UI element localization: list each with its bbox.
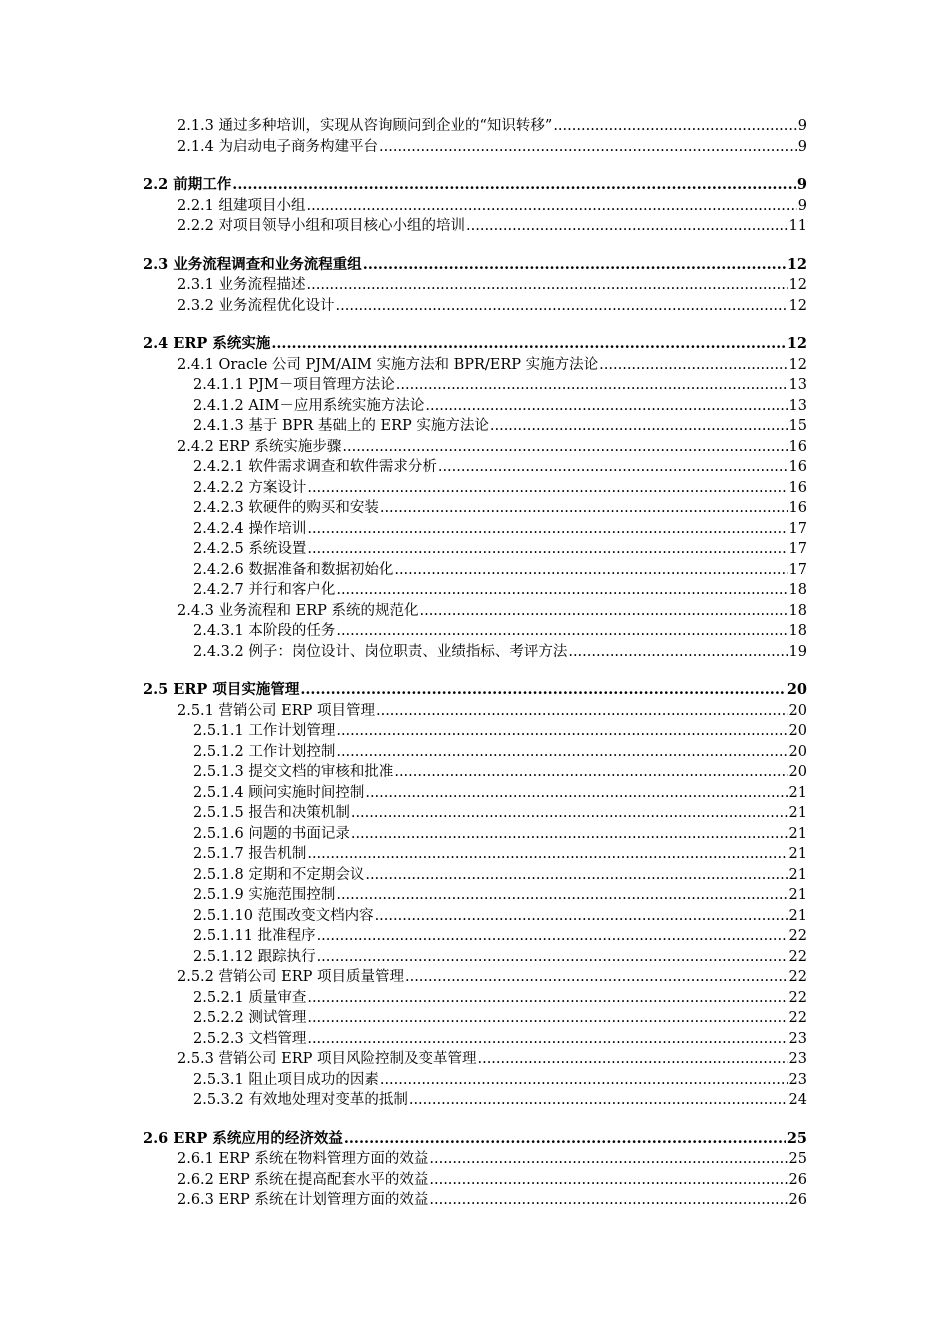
toc-entry-title: 2.4.2.7 并行和客户化 [193, 582, 336, 598]
toc-dot-leader [300, 680, 785, 700]
toc-dot-leader [477, 1049, 787, 1069]
toc-entry-title: 2.5.3 营销公司 ERP 项目风险控制及变革管理 [177, 1051, 477, 1067]
toc-page-number: 12 [786, 255, 807, 273]
toc-entry-row[interactable] [193, 375, 807, 395]
toc-entry-title: 2.4.3.2 例子：岗位设计、岗位职责、业绩指标、考评方法 [193, 643, 568, 660]
toc-dot-leader [380, 498, 788, 518]
toc-entry-title: 2.5.1.7 报告机制 [193, 846, 307, 862]
toc-dot-leader [307, 1029, 787, 1049]
toc-page-number: 18 [788, 582, 807, 598]
toc-entry-title: 2.6 ERP 系统应用的经济效益 [143, 1129, 343, 1147]
toc-entry-row[interactable] [193, 742, 807, 762]
toc-page-number: 16 [788, 500, 807, 516]
toc-page-number: 12 [788, 297, 807, 314]
toc-entry-title: 2.1.4 为启动电子商务构建平台 [177, 138, 379, 155]
toc-dot-leader [375, 906, 788, 926]
toc-dot-leader [405, 967, 788, 987]
toc-dot-leader [336, 721, 787, 741]
toc-entry-title: 2.2 前期工作 [143, 176, 232, 193]
toc-entry-row[interactable] [193, 1070, 807, 1090]
toc-page-number: 13 [788, 397, 807, 414]
toc-dot-leader [429, 1190, 787, 1210]
toc-entry-title: 2.5.1.1 工作计划管理 [193, 723, 336, 739]
toc-page-number: 15 [788, 418, 807, 434]
toc-dot-leader [317, 926, 788, 946]
toc-entry-title: 2.4.1.3 基于 BPR 基础上的 ERP 实施方法论 [193, 418, 489, 434]
toc-entry-row[interactable] [177, 1170, 807, 1190]
toc-entry-row[interactable] [177, 355, 807, 375]
toc-dot-leader [336, 580, 787, 600]
toc-entry-title: 2.4.2.3 软硬件的购买和安装 [193, 500, 379, 516]
toc-entry-title: 2.5.2.2 测试管理 [193, 1010, 307, 1026]
toc-dot-leader [271, 334, 785, 354]
toc-dot-leader [419, 601, 787, 621]
toc-entry-row[interactable] [177, 116, 807, 136]
toc-page-number: 16 [788, 438, 807, 455]
toc-entry-title: 2.5.1.3 提交文档的审核和批准 [193, 764, 394, 780]
toc-entry-row[interactable] [177, 967, 807, 987]
toc-heading-row[interactable] [143, 680, 807, 700]
toc-page-number: 13 [788, 377, 807, 393]
toc-entry-row[interactable] [177, 701, 807, 721]
toc-heading-row[interactable] [143, 255, 807, 275]
toc-entry-title: 2.5.2.1 质量审查 [193, 989, 307, 1006]
toc-dot-leader [376, 701, 788, 721]
toc-dot-leader [307, 1008, 787, 1028]
toc-entry-title: 2.4.2.6 数据准备和数据初始化 [193, 561, 394, 578]
toc-entry-row[interactable] [177, 1049, 807, 1069]
toc-dot-leader [363, 255, 786, 275]
toc-dot-leader [394, 762, 787, 782]
toc-entry-title: 2.5.1.2 工作计划控制 [193, 743, 336, 760]
toc-entry-row[interactable] [193, 498, 807, 518]
toc-heading-row[interactable] [143, 1129, 807, 1149]
toc-entry-title: 2.4.3.1 本阶段的任务 [193, 623, 336, 639]
toc-dot-leader [466, 216, 788, 236]
toc-entry-title: 2.2.2 对项目领导小组和项目核心小组的培训 [177, 218, 466, 234]
toc-entry-title: 2.6.2 ERP 系统在提高配套水平的效益 [177, 1171, 429, 1188]
toc-entry-row[interactable] [177, 1149, 807, 1169]
toc-entry-title: 2.5.3.1 阻止项目成功的因素 [193, 1071, 379, 1088]
toc-dot-leader [396, 375, 788, 395]
toc-dot-leader [380, 1070, 788, 1090]
toc-entry-row[interactable] [193, 824, 807, 844]
toc-page-number: 22 [788, 1010, 807, 1026]
toc-page-number: 21 [788, 907, 807, 924]
toc-entry-row[interactable] [193, 988, 807, 1008]
toc-dot-leader [394, 560, 787, 580]
toc-dot-leader [438, 457, 788, 477]
toc-page-number: 16 [788, 479, 807, 496]
toc-page-number: 24 [788, 1092, 807, 1108]
toc-entry-row[interactable] [193, 803, 807, 823]
toc-dot-leader [351, 803, 788, 823]
toc-page-number: 12 [788, 356, 807, 373]
toc-dot-leader [490, 416, 788, 436]
toc-page-number: 11 [788, 218, 807, 234]
toc-entry-row[interactable] [193, 926, 807, 946]
toc-entry-title: 2.5.1.8 定期和不定期会议 [193, 866, 365, 883]
toc-entry-row[interactable] [193, 457, 807, 477]
toc-entry-title: 2.4.1.2 AIM－应用系统实施方法论 [193, 397, 425, 414]
toc-page-number: 23 [788, 1030, 807, 1047]
toc-page-number: 25 [786, 1129, 807, 1147]
toc-entry-row[interactable] [177, 196, 807, 216]
toc-entry-row[interactable] [193, 762, 807, 782]
toc-entry-title: 2.5.2 营销公司 ERP 项目质量管理 [177, 969, 404, 985]
toc-dot-leader [317, 947, 788, 967]
toc-dot-leader [409, 1090, 788, 1110]
toc-heading-row[interactable] [143, 175, 807, 195]
toc-dot-leader [599, 355, 787, 375]
toc-dot-leader [553, 116, 796, 136]
toc-page-number: 20 [788, 764, 807, 780]
toc-entry-row[interactable] [193, 844, 807, 864]
toc-entry-title: 2.5 ERP 项目实施管理 [143, 681, 300, 698]
toc-entry-title: 2.5.1 营销公司 ERP 项目管理 [177, 702, 375, 719]
toc-entry-row[interactable] [193, 519, 807, 539]
toc-entry-row[interactable] [193, 539, 807, 559]
toc-dot-leader [429, 1149, 787, 1169]
toc-entry-row[interactable] [193, 1029, 807, 1049]
toc-page-number: 22 [788, 969, 807, 985]
toc-dot-leader [307, 478, 787, 498]
toc-dot-leader [232, 175, 796, 195]
toc-entry-title: 2.5.2.3 文档管理 [193, 1030, 307, 1047]
toc-dot-leader [429, 1170, 787, 1190]
toc-heading-row[interactable] [143, 334, 807, 354]
toc-page-number: 18 [788, 623, 807, 639]
toc-entry-title: 2.4.2.4 操作培训 [193, 520, 307, 537]
toc-page-number: 26 [788, 1192, 807, 1208]
toc-entry-row[interactable] [193, 560, 807, 580]
toc-page-number: 18 [788, 602, 807, 619]
toc-entry-title: 2.4.2.5 系统设置 [193, 541, 307, 557]
toc-entry-row[interactable] [177, 437, 807, 457]
toc-entry-row[interactable] [177, 137, 807, 157]
toc-page-number: 23 [788, 1071, 807, 1088]
toc-dot-leader [351, 824, 788, 844]
toc-entry-row[interactable] [177, 216, 807, 236]
toc-page-number: 16 [788, 459, 807, 475]
toc-entry-title: 2.4.1.1 PJM－项目管理方法论 [193, 377, 395, 393]
toc-entry-title: 2.5.1.9 实施范围控制 [193, 887, 336, 903]
toc-dot-leader [307, 539, 787, 559]
toc-page-number: 20 [788, 743, 807, 760]
toc-entry-row[interactable] [193, 621, 807, 641]
toc-page-number: 9 [797, 197, 807, 214]
toc-page-number: 21 [788, 846, 807, 862]
toc-entry-row[interactable] [177, 275, 807, 295]
toc-dot-leader [336, 885, 787, 905]
toc-page-number: 17 [788, 541, 807, 557]
toc-dot-leader [344, 1129, 786, 1149]
toc-page-number: 22 [788, 948, 807, 965]
toc-entry-row[interactable] [193, 580, 807, 600]
toc-page-number: 17 [788, 520, 807, 537]
toc-page-number: 21 [788, 887, 807, 903]
toc-page-number: 22 [788, 928, 807, 944]
toc-entry-title: 2.5.1.12 跟踪执行 [193, 948, 316, 965]
toc-entry-title: 2.5.3.2 有效地处理对变革的抵制 [193, 1092, 408, 1108]
toc-page-number: 26 [788, 1171, 807, 1188]
toc-page-number: 12 [786, 335, 807, 352]
toc-page-number: 9 [796, 176, 807, 193]
toc-page-number: 25 [788, 1151, 807, 1167]
toc-page-number: 19 [788, 643, 807, 660]
toc-page-number: 20 [786, 681, 807, 698]
toc-dot-leader [307, 519, 787, 539]
toc-entry-title: 2.4.2.2 方案设计 [193, 479, 307, 496]
toc-page-number: 23 [788, 1051, 807, 1067]
toc-page-number: 9 [797, 138, 807, 155]
toc-page-number: 21 [788, 805, 807, 821]
toc-entry-row[interactable] [193, 865, 807, 885]
toc-entry-row[interactable] [193, 642, 807, 662]
toc-page-number: 21 [788, 825, 807, 842]
toc-page-number: 9 [797, 118, 807, 134]
toc-dot-leader [568, 642, 787, 662]
toc-dot-leader [379, 137, 797, 157]
toc-entry-title: 2.2.1 组建项目小组 [177, 197, 306, 214]
toc-dot-leader [336, 621, 787, 641]
toc-entry-title: 2.5.1.5 报告和决策机制 [193, 805, 350, 821]
toc-entry-title: 2.6.3 ERP 系统在计划管理方面的效益 [177, 1192, 429, 1208]
toc-page-number: 21 [788, 784, 807, 801]
toc-entry-title: 2.3.2 业务流程优化设计 [177, 297, 335, 314]
toc-entry-row[interactable] [193, 783, 807, 803]
toc-entry-title: 2.4.2.1 软件需求调查和软件需求分析 [193, 459, 437, 475]
toc-entry-title: 2.1.3 通过多种培训，实现从咨询顾问到企业的“知识转移” [177, 118, 553, 134]
toc-dot-leader [365, 865, 787, 885]
toc-entry-title: 2.4 ERP 系统实施 [143, 335, 271, 352]
toc-page-number: 21 [788, 866, 807, 883]
toc-entry-title: 2.3 业务流程调查和业务流程重组 [143, 255, 362, 273]
toc-entry-row[interactable] [193, 1008, 807, 1028]
toc-entry-row[interactable] [193, 721, 807, 741]
toc-entry-row[interactable] [193, 1090, 807, 1110]
toc-dot-leader [365, 783, 787, 803]
toc-entry-title: 2.6.1 ERP 系统在物料管理方面的效益 [177, 1151, 429, 1167]
toc-dot-leader [425, 396, 787, 416]
toc-entry-row[interactable] [193, 478, 807, 498]
toc-entry-row[interactable] [177, 601, 807, 621]
toc-entry-title: 2.5.1.10 范围改变文档内容 [193, 907, 374, 924]
toc-entry-row[interactable] [193, 947, 807, 967]
toc-entry-title: 2.5.1.4 顾问实施时间控制 [193, 784, 365, 801]
toc-page-number: 20 [788, 702, 807, 719]
toc-dot-leader [336, 296, 788, 316]
toc-page-number: 12 [788, 277, 807, 293]
toc-dot-leader [336, 742, 787, 762]
toc-entry-title: 2.4.1 Oracle 公司 PJM/AIM 实施方法和 BPR/ERP 实施方法论 [177, 356, 599, 373]
toc-dot-leader [307, 275, 788, 295]
toc-entry-row[interactable] [193, 906, 807, 926]
toc-entry-title: 2.3.1 业务流程描述 [177, 277, 306, 293]
toc-entry-title: 2.4.2 ERP 系统实施步骤 [177, 438, 342, 455]
toc-dot-leader [307, 988, 787, 1008]
toc-entry-title: 2.5.1.6 问题的书面记录 [193, 825, 350, 842]
toc-dot-leader [307, 196, 797, 216]
toc-page-number: 17 [788, 561, 807, 578]
toc-entry-row[interactable] [193, 416, 807, 436]
toc-dot-leader [342, 437, 787, 457]
toc-entry-row[interactable] [177, 1190, 807, 1210]
toc-entry-title: 2.4.3 业务流程和 ERP 系统的规范化 [177, 602, 419, 619]
toc-entry-row[interactable] [193, 885, 807, 905]
toc-entry-title: 2.5.1.11 批准程序 [193, 928, 316, 944]
toc-page-number: 22 [788, 989, 807, 1006]
toc-dot-leader [307, 844, 787, 864]
toc-entry-row[interactable] [193, 396, 807, 416]
toc-page-number: 20 [788, 723, 807, 739]
toc-entry-row[interactable] [177, 296, 807, 316]
